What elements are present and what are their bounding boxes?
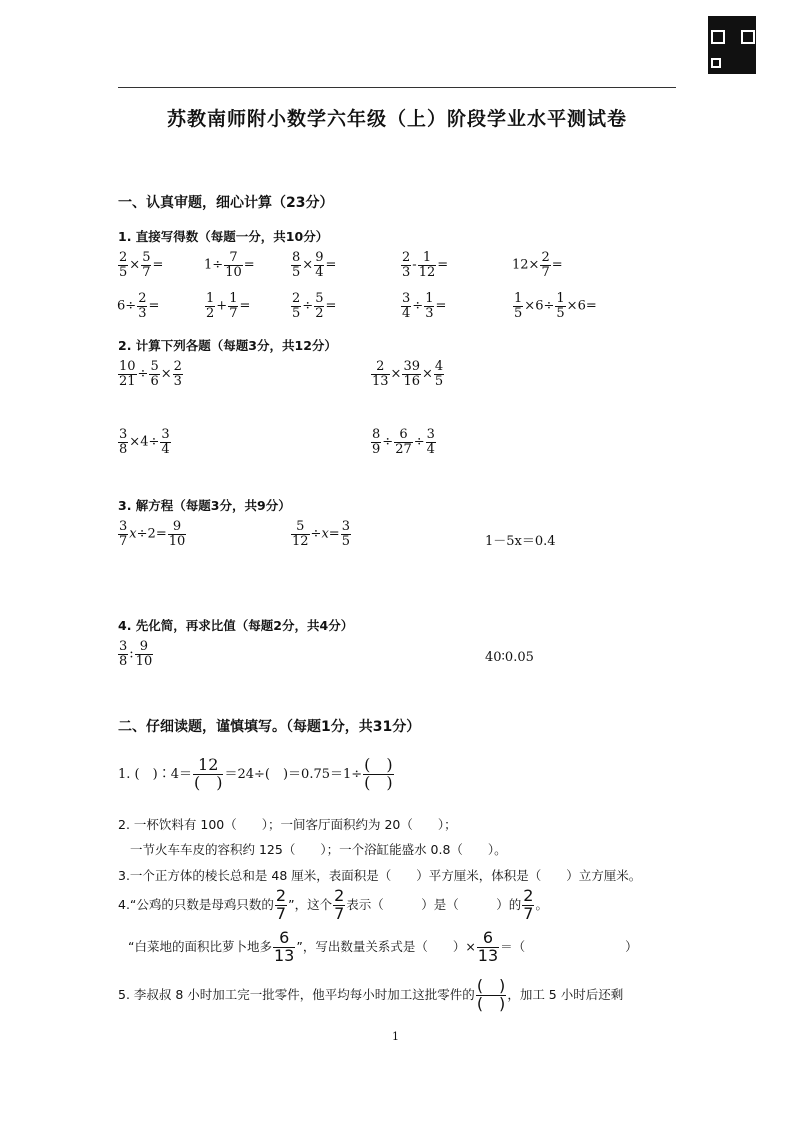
s2q1-line: 1. ( )∶4＝ $\frac{12}{( )}$ ＝24÷( )＝0.75＝1÷ $\frac{( )}{( )}$ bbox=[118, 755, 393, 792]
header-rule bbox=[118, 87, 676, 88]
q1a-expression: $\frac{2}{5}$ × $\frac{5}{7}$ = bbox=[119, 250, 164, 280]
q1d-expression: $\frac{2}{3}$ - $\frac{1}{12}$ = bbox=[402, 250, 449, 280]
q1j-expression: $\frac{1}{5}$ ×6÷ $\frac{1}{5}$ ×6= bbox=[514, 291, 597, 321]
q1f-expression: 6÷ $\frac{2}{3}$ = bbox=[117, 291, 160, 321]
q4b-expression: 40∶0.05 bbox=[485, 650, 534, 665]
s2q4-line1: 4.“公鸡的只数是母鸡只数的 $\frac{2}{7}$ ”，这个 $\frac{2}{7}$ 表示（ ）是（ ）的 $\frac{2}{7}$ 。 bbox=[118, 886, 548, 923]
q4-heading: 4. 先化简，再求比值（每题2分，共4分） bbox=[118, 618, 354, 633]
s2q3-line: 3.一个正方体的棱长总和是 48 厘米，表面积是（ ）平方厘米，体积是（ ）立方厘米。 bbox=[118, 868, 642, 883]
q2c-expression: $\frac{3}{8}$ ×4÷ $\frac{3}{4}$ bbox=[119, 427, 170, 457]
q2d-expression: $\frac{8}{9}$ ÷ $\frac{6}{27}$ ÷ $\frac{3}{4}$ bbox=[372, 427, 435, 457]
q3a-equation: $\frac{3}{7}$ x÷2= $\frac{9}{10}$ bbox=[119, 519, 186, 549]
q3c-equation: 1－5x＝0.4 bbox=[485, 534, 556, 549]
page-title: 苏教南师附小数学六年级（上）阶段学业水平测试卷 bbox=[166, 108, 627, 130]
q1i-expression: $\frac{3}{4}$ ÷ $\frac{1}{3}$ = bbox=[402, 291, 447, 321]
q2b-expression: $\frac{2}{13}$ × $\frac{39}{16}$ × $\frac{4}{5}$ bbox=[372, 359, 444, 389]
q1b-expression: 1÷ $\frac{7}{10}$ = bbox=[204, 250, 255, 280]
page-number: 1 bbox=[392, 1030, 399, 1043]
q4a-expression: $\frac{3}{8}$ : $\frac{9}{10}$ bbox=[119, 639, 153, 669]
s2q2-line1: 2. 一杯饮料有 100（ ）；一间客厅面积约为 20（ ）； bbox=[118, 817, 457, 832]
q2a-expression: $\frac{10}{21}$ ÷ $\frac{5}{6}$ × $\frac{2}{3}$ bbox=[119, 359, 182, 389]
s2q5-line: 5. 李叔叔 8 小时加工完一批零件，他平均每小时加工这批零件的 $\frac{( )}{( )}$ ，加工 5 小时后还剩 bbox=[118, 976, 624, 1013]
q1-heading: 1. 直接写得数（每题一分，共10分） bbox=[118, 229, 329, 244]
q2-heading: 2. 计算下列各题（每题3分，共12分） bbox=[118, 338, 337, 353]
qr-corner bbox=[711, 58, 721, 68]
section1-heading: 一、认真审题，细心计算（23分） bbox=[118, 195, 334, 211]
q3b-equation: $\frac{5}{12}$ ÷x= $\frac{3}{5}$ bbox=[292, 519, 350, 549]
qr-code bbox=[708, 16, 756, 74]
qr-corner bbox=[711, 30, 725, 44]
qr-corner bbox=[741, 30, 755, 44]
s2q4-line2: “白菜地的面积比萝卜地多 $\frac{6}{13}$ ”，写出数量关系式是（ ）× $\frac{6}{13}$ ＝（ ） bbox=[128, 928, 638, 965]
q1e-expression: 12× $\frac{2}{7}$ = bbox=[512, 250, 563, 280]
section2-heading: 二、仔细读题，谨慎填写。（每题1分，共31分） bbox=[118, 719, 421, 735]
q3-heading: 3. 解方程（每题3分，共9分） bbox=[118, 498, 291, 513]
q1c-expression: $\frac{8}{5}$ × $\frac{9}{4}$ = bbox=[292, 250, 337, 280]
s2q2-line2: 一节火车车皮的容积约 125（ ）；一个浴缸能盛水 0.8（ ）。 bbox=[130, 842, 507, 857]
q1h-expression: $\frac{2}{5}$ ÷ $\frac{5}{2}$ = bbox=[292, 291, 337, 321]
q1g-expression: $\frac{1}{2}$ + $\frac{1}{7}$ = bbox=[206, 291, 251, 321]
